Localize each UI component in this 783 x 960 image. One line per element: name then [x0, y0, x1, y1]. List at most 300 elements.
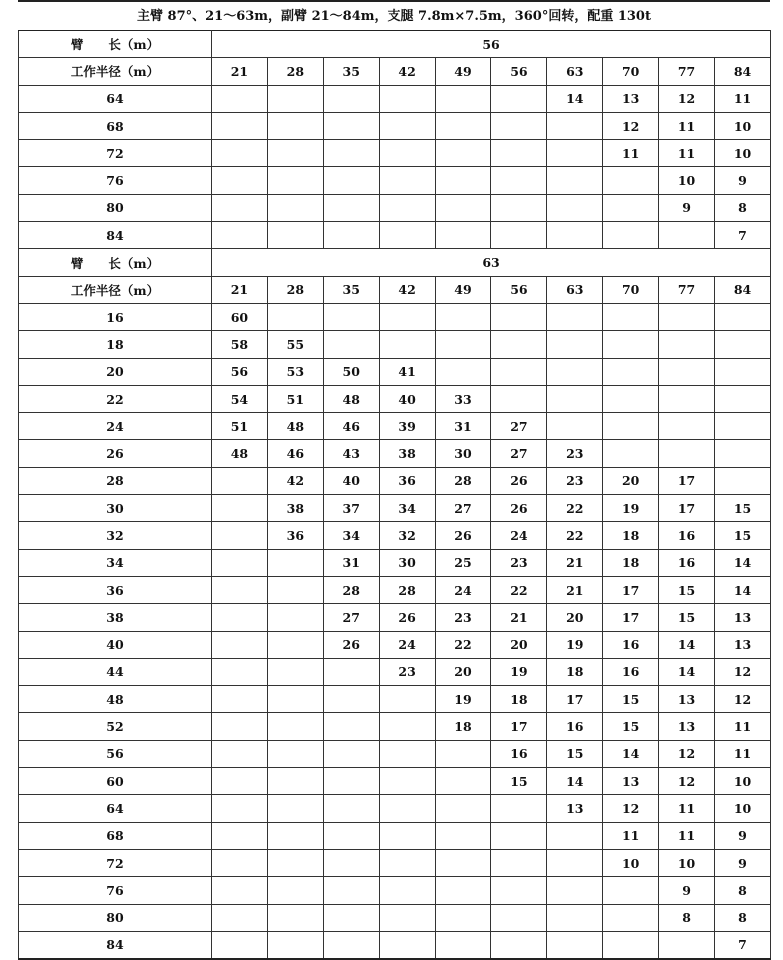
capacity-cell: [267, 303, 323, 330]
capacity-cell: [435, 167, 491, 194]
capacity-cell: [379, 686, 435, 713]
capacity-cell: [659, 222, 715, 249]
boom-length-value: 63: [212, 249, 771, 276]
capacity-cell: [379, 331, 435, 358]
capacity-cell: 12: [659, 768, 715, 795]
capacity-cell: [379, 112, 435, 139]
capacity-cell: [323, 167, 379, 194]
capacity-cell: [379, 194, 435, 221]
capacity-cell: [547, 358, 603, 385]
capacity-cell: 26: [491, 495, 547, 522]
capacity-cell: [379, 303, 435, 330]
capacity-cell: [603, 931, 659, 959]
capacity-cell: [603, 331, 659, 358]
capacity-cell: 15: [715, 495, 771, 522]
capacity-cell: 51: [267, 385, 323, 412]
capacity-cell: [267, 576, 323, 603]
capacity-cell: [491, 358, 547, 385]
boom-length-row: [19, 249, 771, 276]
capacity-cell: 50: [323, 358, 379, 385]
column-header: 56: [491, 276, 547, 303]
capacity-cell: [267, 167, 323, 194]
table-row: [19, 522, 771, 549]
capacity-cell: 22: [547, 495, 603, 522]
capacity-cell: [547, 194, 603, 221]
capacity-cell: [212, 522, 268, 549]
capacity-cell: [323, 112, 379, 139]
capacity-cell: 17: [491, 713, 547, 740]
capacity-cell: [715, 440, 771, 467]
capacity-cell: 10: [715, 795, 771, 822]
capacity-cell: 19: [603, 495, 659, 522]
table-row: [19, 576, 771, 603]
capacity-cell: [491, 194, 547, 221]
table-row: [19, 904, 771, 931]
radius-value: 34: [19, 549, 212, 576]
capacity-cell: [491, 140, 547, 167]
capacity-cell: 27: [491, 413, 547, 440]
capacity-cell: 11: [715, 740, 771, 767]
capacity-cell: [435, 849, 491, 876]
capacity-cell: [435, 85, 491, 112]
table-row: [19, 440, 771, 467]
capacity-cell: [435, 877, 491, 904]
radius-value: 72: [19, 849, 212, 876]
column-header: 28: [267, 58, 323, 85]
capacity-cell: 8: [659, 904, 715, 931]
capacity-cell: 13: [547, 795, 603, 822]
capacity-cell: 17: [659, 467, 715, 494]
capacity-cell: [267, 631, 323, 658]
capacity-cell: 11: [603, 140, 659, 167]
radius-value: 60: [19, 768, 212, 795]
capacity-cell: [491, 877, 547, 904]
table-row: [19, 822, 771, 849]
radius-value: 68: [19, 822, 212, 849]
table-row: [19, 849, 771, 876]
capacity-cell: 17: [659, 495, 715, 522]
capacity-cell: [491, 795, 547, 822]
radius-value: 84: [19, 222, 212, 249]
capacity-cell: [547, 931, 603, 959]
capacity-cell: [379, 140, 435, 167]
capacity-cell: [547, 331, 603, 358]
radius-value: 30: [19, 495, 212, 522]
column-header: 77: [659, 58, 715, 85]
column-header: 63: [547, 276, 603, 303]
capacity-cell: 16: [659, 522, 715, 549]
capacity-cell: 53: [267, 358, 323, 385]
radius-value: 40: [19, 631, 212, 658]
capacity-cell: 15: [491, 768, 547, 795]
column-header: 42: [379, 276, 435, 303]
capacity-cell: 17: [547, 686, 603, 713]
capacity-cell: [323, 904, 379, 931]
capacity-cell: 40: [379, 385, 435, 412]
capacity-cell: [267, 931, 323, 959]
capacity-cell: [603, 877, 659, 904]
capacity-cell: 31: [323, 549, 379, 576]
capacity-cell: 46: [267, 440, 323, 467]
capacity-cell: 48: [212, 440, 268, 467]
table-row: [19, 768, 771, 795]
capacity-cell: [547, 822, 603, 849]
table-row: [19, 222, 771, 249]
capacity-cell: [323, 877, 379, 904]
capacity-cell: 54: [212, 385, 268, 412]
capacity-cell: [547, 385, 603, 412]
capacity-cell: 14: [603, 740, 659, 767]
capacity-cell: 24: [379, 631, 435, 658]
capacity-cell: 15: [547, 740, 603, 767]
capacity-cell: [659, 931, 715, 959]
capacity-cell: [659, 385, 715, 412]
capacity-cell: [435, 194, 491, 221]
capacity-cell: [491, 303, 547, 330]
capacity-cell: 20: [491, 631, 547, 658]
capacity-cell: 58: [212, 331, 268, 358]
capacity-cell: 38: [267, 495, 323, 522]
radius-value: 26: [19, 440, 212, 467]
capacity-cell: [603, 303, 659, 330]
capacity-cell: 9: [715, 849, 771, 876]
capacity-cell: [435, 331, 491, 358]
capacity-cell: [323, 768, 379, 795]
capacity-cell: 13: [659, 686, 715, 713]
column-header: 49: [435, 58, 491, 85]
table-row: [19, 931, 771, 959]
capacity-cell: 14: [547, 768, 603, 795]
capacity-cell: [603, 440, 659, 467]
capacity-cell: [379, 931, 435, 959]
table-title: 主臂 87°、21～63m，副臂 21～84m，支腿 7.8m×7.5m，360°回转，配重 130t: [18, 0, 770, 32]
capacity-cell: [435, 112, 491, 139]
capacity-cell: [379, 904, 435, 931]
table-row: [19, 604, 771, 631]
table-row: [19, 303, 771, 330]
capacity-cell: [435, 140, 491, 167]
capacity-cell: 16: [603, 658, 659, 685]
radius-value: 68: [19, 112, 212, 139]
radius-value: 32: [19, 522, 212, 549]
capacity-cell: [323, 331, 379, 358]
column-header: 49: [435, 276, 491, 303]
capacity-cell: [547, 413, 603, 440]
table-row: [19, 140, 771, 167]
capacity-cell: 12: [603, 795, 659, 822]
column-header: 35: [323, 58, 379, 85]
radius-value: 52: [19, 713, 212, 740]
capacity-cell: 18: [435, 713, 491, 740]
capacity-cell: 9: [659, 194, 715, 221]
capacity-cell: 11: [659, 140, 715, 167]
capacity-cell: [212, 222, 268, 249]
capacity-cell: [379, 795, 435, 822]
capacity-cell: 7: [715, 931, 771, 959]
table-row: [19, 877, 771, 904]
column-header: 63: [547, 58, 603, 85]
capacity-cell: 37: [323, 495, 379, 522]
capacity-cell: 11: [659, 822, 715, 849]
radius-value: 18: [19, 331, 212, 358]
capacity-cell: 27: [435, 495, 491, 522]
radius-value: 80: [19, 904, 212, 931]
capacity-cell: 36: [379, 467, 435, 494]
capacity-cell: [267, 713, 323, 740]
capacity-cell: 26: [379, 604, 435, 631]
capacity-cell: [491, 112, 547, 139]
capacity-cell: [267, 877, 323, 904]
capacity-cell: 26: [491, 467, 547, 494]
capacity-cell: 19: [547, 631, 603, 658]
capacity-cell: [212, 822, 268, 849]
capacity-cell: [267, 222, 323, 249]
capacity-cell: [547, 877, 603, 904]
column-header: 56: [491, 58, 547, 85]
capacity-cell: [379, 85, 435, 112]
table-row: [19, 112, 771, 139]
capacity-cell: [379, 222, 435, 249]
lifting-capacity-table: [18, 30, 771, 960]
capacity-cell: 10: [659, 849, 715, 876]
table-row: [19, 686, 771, 713]
capacity-cell: [212, 931, 268, 959]
column-header: 70: [603, 276, 659, 303]
capacity-cell: 14: [715, 576, 771, 603]
table-row: [19, 194, 771, 221]
capacity-cell: [715, 303, 771, 330]
capacity-cell: [491, 167, 547, 194]
capacity-cell: [267, 194, 323, 221]
capacity-cell: 17: [603, 576, 659, 603]
capacity-cell: [435, 303, 491, 330]
capacity-cell: [603, 222, 659, 249]
capacity-cell: [212, 740, 268, 767]
capacity-cell: [323, 85, 379, 112]
capacity-cell: 27: [491, 440, 547, 467]
column-header: 28: [267, 276, 323, 303]
capacity-cell: [379, 713, 435, 740]
capacity-cell: [435, 795, 491, 822]
capacity-cell: 23: [491, 549, 547, 576]
capacity-cell: [323, 931, 379, 959]
capacity-cell: [715, 331, 771, 358]
capacity-cell: [435, 822, 491, 849]
capacity-cell: [435, 740, 491, 767]
capacity-cell: [323, 222, 379, 249]
capacity-cell: [379, 849, 435, 876]
capacity-cell: 14: [547, 85, 603, 112]
capacity-cell: [267, 686, 323, 713]
capacity-cell: 25: [435, 549, 491, 576]
capacity-cell: 22: [491, 576, 547, 603]
capacity-cell: 18: [491, 686, 547, 713]
capacity-cell: 32: [379, 522, 435, 549]
capacity-cell: [715, 358, 771, 385]
capacity-cell: 20: [435, 658, 491, 685]
capacity-cell: 8: [715, 904, 771, 931]
capacity-cell: 18: [603, 522, 659, 549]
capacity-cell: [323, 795, 379, 822]
radius-value: 28: [19, 467, 212, 494]
table-row: [19, 385, 771, 412]
capacity-cell: [323, 740, 379, 767]
radius-value: 48: [19, 686, 212, 713]
capacity-cell: [323, 849, 379, 876]
capacity-cell: 14: [659, 631, 715, 658]
capacity-cell: [659, 303, 715, 330]
table-row: [19, 358, 771, 385]
column-header: 77: [659, 276, 715, 303]
capacity-cell: [603, 194, 659, 221]
capacity-cell: 28: [379, 576, 435, 603]
capacity-cell: 42: [267, 467, 323, 494]
capacity-cell: [603, 358, 659, 385]
radius-value: 64: [19, 795, 212, 822]
capacity-cell: [379, 167, 435, 194]
radius-label: 工作半径（m）: [19, 58, 212, 85]
capacity-cell: [212, 768, 268, 795]
table-row: [19, 167, 771, 194]
capacity-cell: 23: [379, 658, 435, 685]
radius-value: 64: [19, 85, 212, 112]
capacity-cell: [603, 385, 659, 412]
capacity-cell: 21: [547, 549, 603, 576]
capacity-cell: 16: [659, 549, 715, 576]
capacity-cell: 28: [435, 467, 491, 494]
capacity-cell: [379, 877, 435, 904]
capacity-cell: [547, 222, 603, 249]
capacity-cell: 11: [715, 713, 771, 740]
capacity-cell: [212, 713, 268, 740]
capacity-cell: [212, 467, 268, 494]
capacity-cell: 14: [659, 658, 715, 685]
capacity-cell: [603, 413, 659, 440]
capacity-cell: 12: [603, 112, 659, 139]
capacity-cell: 11: [715, 85, 771, 112]
capacity-cell: [212, 686, 268, 713]
capacity-cell: 48: [323, 385, 379, 412]
capacity-cell: 51: [212, 413, 268, 440]
capacity-cell: 10: [603, 849, 659, 876]
capacity-cell: [379, 822, 435, 849]
boom-length-label: 臂 长（m）: [19, 249, 212, 276]
capacity-cell: 15: [659, 604, 715, 631]
capacity-cell: [212, 194, 268, 221]
radius-value: 76: [19, 167, 212, 194]
radius-value: 22: [19, 385, 212, 412]
table-row: [19, 740, 771, 767]
capacity-cell: 19: [491, 658, 547, 685]
capacity-cell: [547, 303, 603, 330]
capacity-cell: 34: [379, 495, 435, 522]
capacity-cell: [267, 822, 323, 849]
radius-value: 16: [19, 303, 212, 330]
capacity-cell: [603, 904, 659, 931]
column-header: 21: [212, 276, 268, 303]
capacity-cell: 12: [715, 686, 771, 713]
capacity-cell: [435, 768, 491, 795]
capacity-cell: [212, 167, 268, 194]
capacity-cell: [435, 931, 491, 959]
capacity-cell: 10: [715, 768, 771, 795]
capacity-cell: 11: [659, 112, 715, 139]
capacity-cell: 9: [715, 167, 771, 194]
table-row: [19, 495, 771, 522]
table-row: [19, 413, 771, 440]
capacity-cell: [212, 904, 268, 931]
capacity-cell: [212, 604, 268, 631]
capacity-cell: 39: [379, 413, 435, 440]
capacity-cell: [267, 604, 323, 631]
column-header: 42: [379, 58, 435, 85]
capacity-cell: 11: [603, 822, 659, 849]
capacity-cell: [212, 112, 268, 139]
capacity-cell: [267, 112, 323, 139]
boom-length-row: [19, 31, 771, 58]
table-row: [19, 795, 771, 822]
capacity-cell: 30: [379, 549, 435, 576]
capacity-cell: 11: [659, 795, 715, 822]
table-row: [19, 85, 771, 112]
capacity-cell: 15: [603, 686, 659, 713]
capacity-cell: 15: [659, 576, 715, 603]
capacity-cell: 30: [435, 440, 491, 467]
capacity-cell: 15: [715, 522, 771, 549]
capacity-cell: 14: [715, 549, 771, 576]
capacity-cell: 24: [491, 522, 547, 549]
capacity-cell: 36: [267, 522, 323, 549]
capacity-cell: [212, 140, 268, 167]
column-header: 84: [715, 276, 771, 303]
radius-value: 76: [19, 877, 212, 904]
column-header: 70: [603, 58, 659, 85]
capacity-cell: [212, 631, 268, 658]
capacity-cell: [212, 795, 268, 822]
capacity-cell: 60: [212, 303, 268, 330]
capacity-cell: 55: [267, 331, 323, 358]
capacity-cell: 31: [435, 413, 491, 440]
capacity-cell: [267, 85, 323, 112]
radius-value: 72: [19, 140, 212, 167]
table-row: [19, 631, 771, 658]
capacity-cell: 21: [547, 576, 603, 603]
capacity-cell: [267, 549, 323, 576]
capacity-cell: 18: [547, 658, 603, 685]
capacity-cell: [603, 167, 659, 194]
capacity-cell: [212, 849, 268, 876]
capacity-cell: [267, 140, 323, 167]
radius-value: 38: [19, 604, 212, 631]
capacity-cell: [323, 194, 379, 221]
capacity-cell: 8: [715, 194, 771, 221]
capacity-cell: 12: [715, 658, 771, 685]
capacity-cell: [435, 904, 491, 931]
radius-value: 44: [19, 658, 212, 685]
capacity-cell: 13: [659, 713, 715, 740]
capacity-cell: [323, 713, 379, 740]
capacity-cell: 8: [715, 877, 771, 904]
capacity-cell: [267, 849, 323, 876]
capacity-cell: 19: [435, 686, 491, 713]
capacity-cell: 48: [267, 413, 323, 440]
radius-value: 80: [19, 194, 212, 221]
boom-length-value: 56: [212, 31, 771, 58]
table-row: [19, 713, 771, 740]
capacity-cell: 16: [547, 713, 603, 740]
capacity-cell: [212, 549, 268, 576]
capacity-cell: [323, 140, 379, 167]
